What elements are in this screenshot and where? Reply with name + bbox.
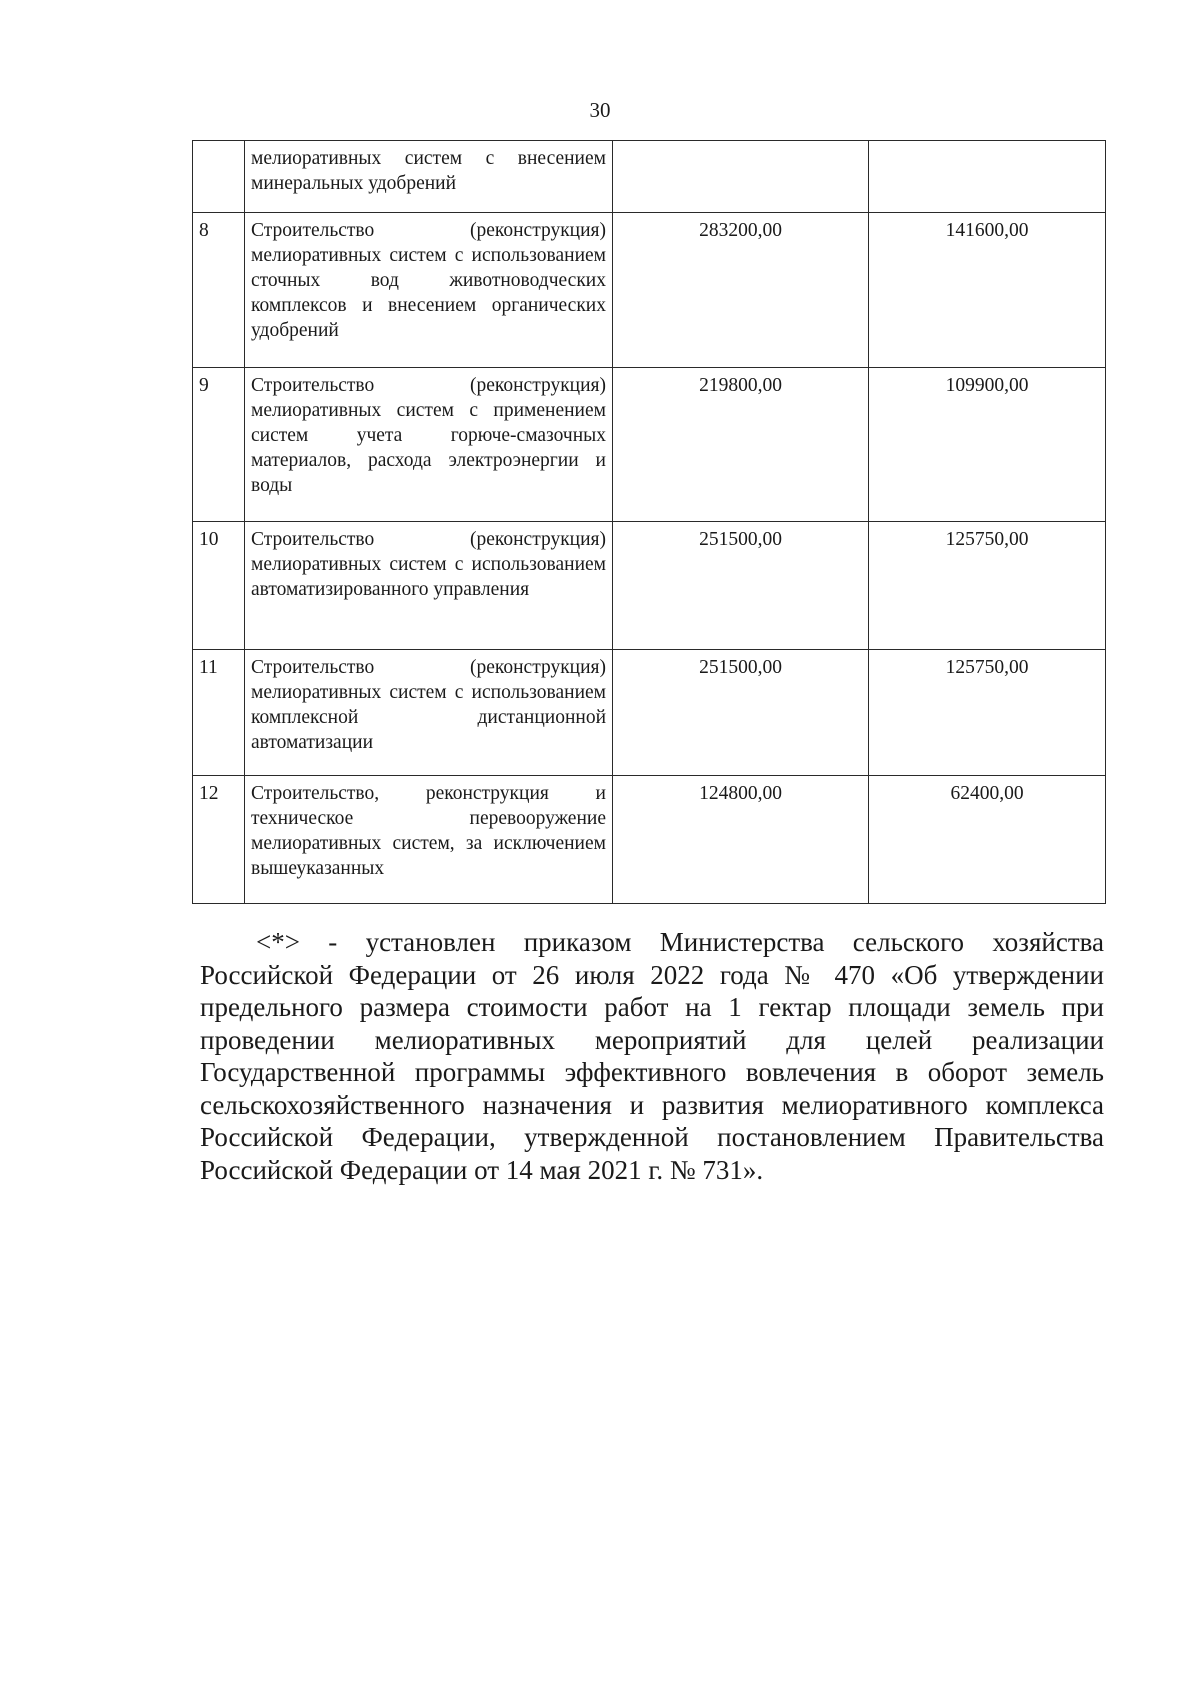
table-row — [193, 368, 1106, 522]
work-type: Строительство (реконструкция) мелиоративных систем с использованием комплексной дистанционной автоматизации — [245, 650, 613, 776]
limit-value — [869, 141, 1106, 213]
cost-value: 283200,00 — [613, 213, 869, 368]
row-number: 8 — [193, 213, 245, 368]
limit-value: 125750,00 — [869, 522, 1106, 650]
table-row — [193, 141, 1106, 213]
cost-value: 124800,00 — [613, 776, 869, 904]
limit-value: 109900,00 — [869, 368, 1106, 522]
limit-value: 62400,00 — [869, 776, 1106, 904]
page-number: 30 — [589, 98, 611, 122]
row-number: 10 — [193, 522, 245, 650]
work-type: Строительство (реконструкция) мелиоративных систем с применением систем учета горюче-смазочных материалов, расхода электроэнергии и воды — [245, 368, 613, 522]
footnote: <*> - установлен приказом Министерства сельского хозяйства Российской Федерации от 26 июля 2022 года № 470 «Об утверждении предельного размера стоимости работ на 1 гектар площади земель при проведении мелиоративных мероприятий для целей реализации Государственной программы эффективного вовлечения в оборот земель сельскохозяйственного назначения и развития мелиоративного комплекса Российской Федерации, утвержденной постановлением Правительства Российской Федерации от 14 мая 2021 г. № 731». — [200, 927, 1104, 1185]
work-type: Строительство (реконструкция) мелиоративных систем с использованием автоматизированного управления — [245, 522, 613, 650]
cost-value: 251500,00 — [613, 522, 869, 650]
work-type: Строительство (реконструкция) мелиоративных систем с использованием сточных вод животноводческих комплексов и внесением органических удобрений — [245, 213, 613, 368]
work-type: мелиоративных систем с внесением минеральных удобрений — [245, 141, 613, 213]
cost-value — [613, 141, 869, 213]
limit-value: 125750,00 — [869, 650, 1106, 776]
cost-value: 219800,00 — [613, 368, 869, 522]
row-number: 12 — [193, 776, 245, 904]
row-number — [193, 141, 245, 213]
cost-value: 251500,00 — [613, 650, 869, 776]
row-number: 9 — [193, 368, 245, 522]
limit-value: 141600,00 — [869, 213, 1106, 368]
table-row — [193, 776, 1106, 904]
work-type: Строительство, реконструкция и техническое перевооружение мелиоративных систем, за исключением вышеуказанных — [245, 776, 613, 904]
table-row — [193, 522, 1106, 650]
table-row — [193, 213, 1106, 368]
cost-table — [192, 140, 1106, 904]
table-row — [193, 650, 1106, 776]
row-number: 11 — [193, 650, 245, 776]
